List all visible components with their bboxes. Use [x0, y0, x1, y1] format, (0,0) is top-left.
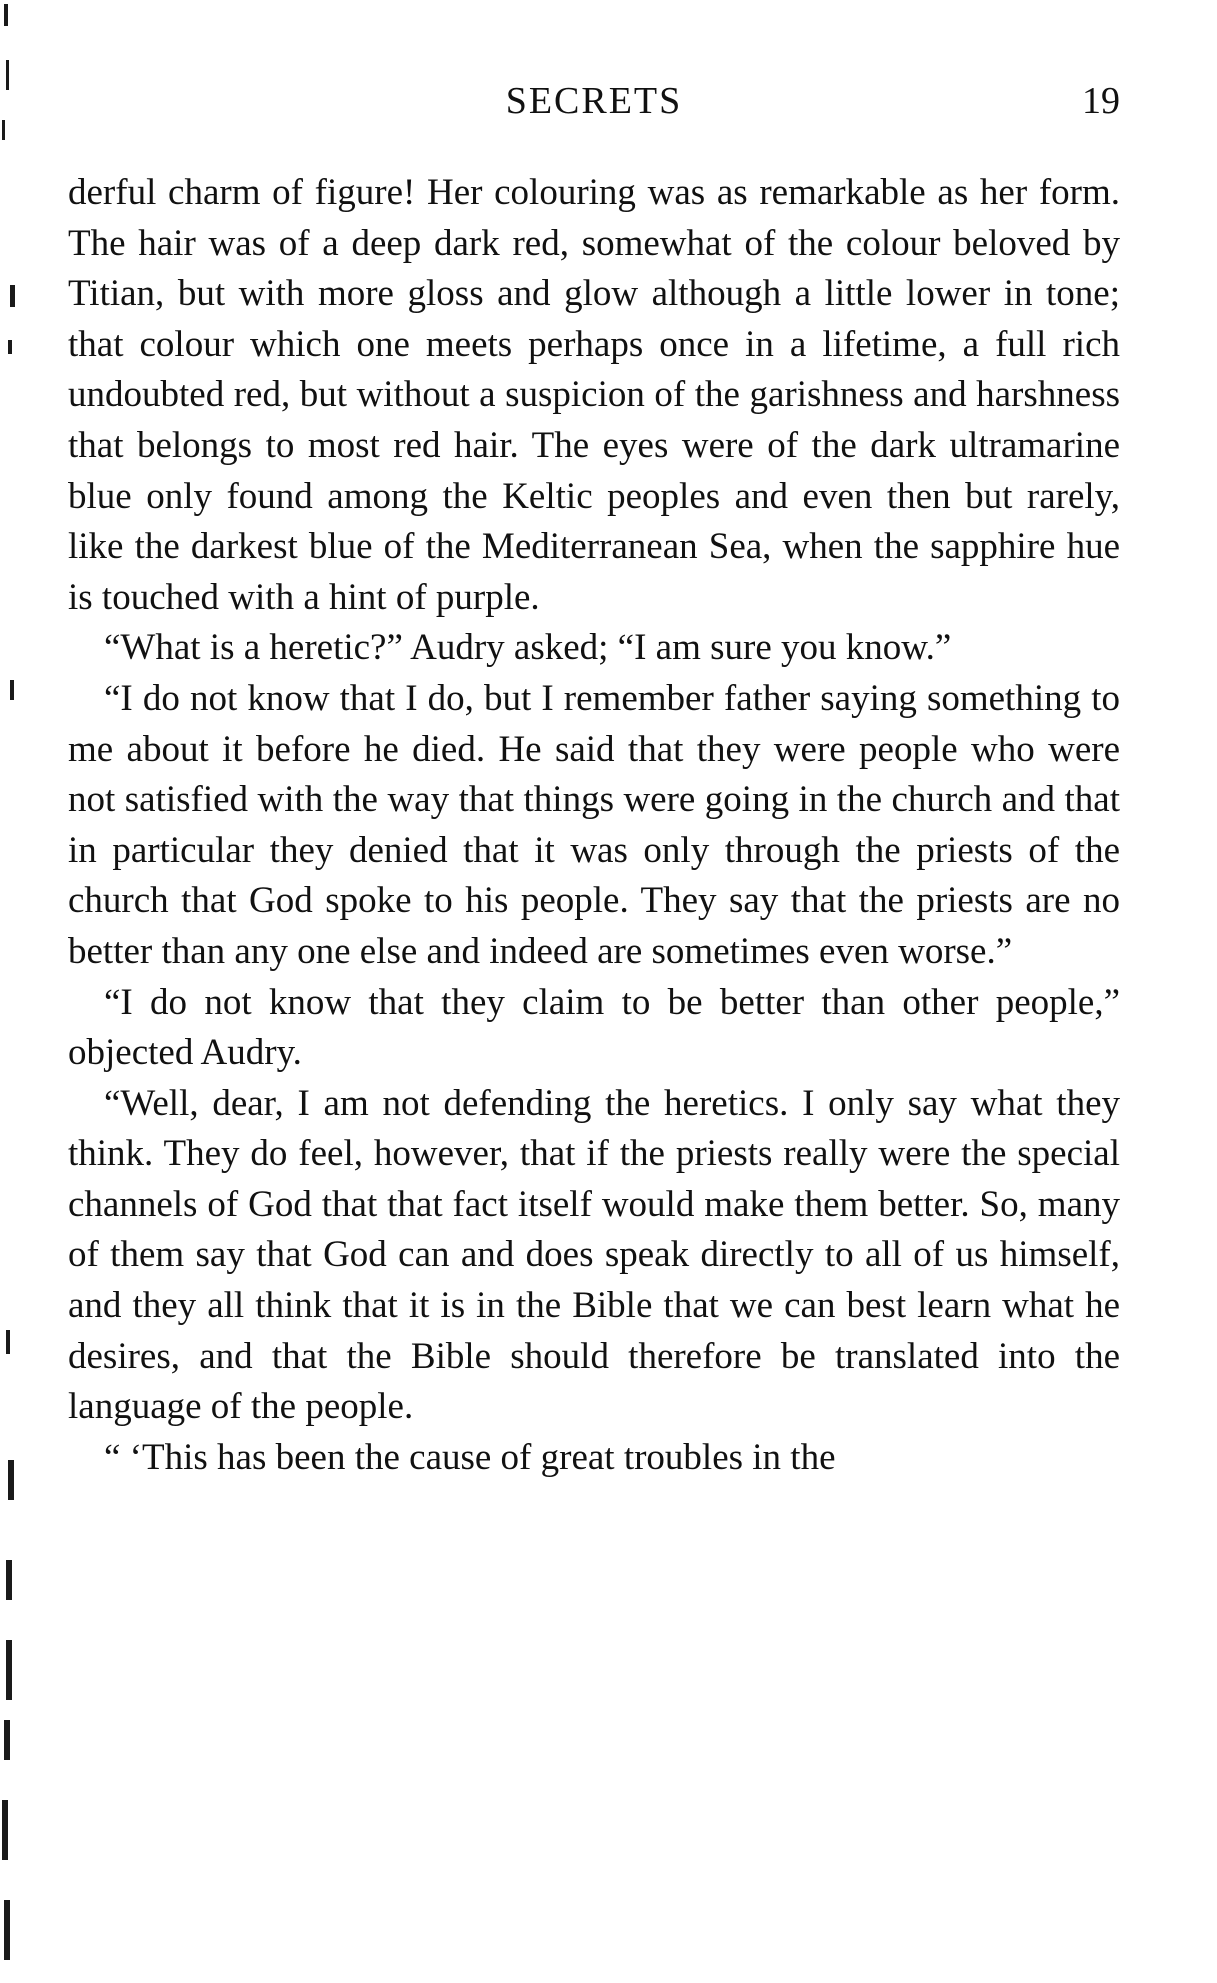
scan-speck [6, 60, 9, 90]
page-header [68, 76, 1120, 126]
scan-speck [6, 1560, 12, 1600]
paragraph: “What is a heretic?” Audry asked; “I am sure you know.” [104, 627, 952, 669]
scan-speck [4, 1900, 10, 1960]
scan-speck [8, 1460, 14, 1500]
scan-speck [6, 1640, 12, 1700]
body-text [68, 168, 1120, 1483]
paragraph: “I do not know that they claim to be better than other people,” objected Audry. [68, 981, 1120, 1074]
running-title: SECRETS [505, 80, 683, 122]
scan-speck [4, 1720, 10, 1760]
scan-speck [2, 1800, 8, 1860]
paragraph: “I do not know that I do, but I remember father saying something to me about it before he died. He said that they were people who were not satisfied with the way that things were going in the church and that in particular they denied that it was only through the priests of the church that God spoke to his people. They say that the priests are no better than any one else and indeed are sometimes even worse.” [68, 677, 1120, 972]
paragraph: “ ‘This has been the cause of great troubles in the [104, 1436, 836, 1478]
page-number: 19 [1082, 80, 1120, 122]
scan-speck [4, 4, 8, 26]
paragraph: derful charm of figure! Her colouring was as remarkable as her form. The hair was of a deep dark red, somewhat of the colour beloved by Titian, but with more gloss and glow although a little lower in tone; that colour which one meets perhaps once in a lifetime, a full rich undoubted red, but without a suspicion of the garishness and harshness that belongs to most red hair. The eyes were of the dark ultramarine blue only found among the Keltic peoples and even then but rarely, like the darkest blue of the Mediterranean Sea, when the sapphire hue is touched with a hint of purple. [68, 172, 1120, 618]
scan-speck [6, 1330, 10, 1354]
scan-speck [2, 120, 5, 140]
scan-margin-artifacts [0, 0, 40, 1983]
scan-speck [10, 285, 15, 307]
scan-speck [8, 340, 12, 354]
paragraph: “Well, dear, I am not defending the heretics. I only say what they think. They do feel, however, that if the priests really were the special channels of God that that fact itself would make them better. So, many of them say that God can and does speak directly to all of us himself, and they all think that it is in the Bible that we can best learn what he desires, and that the Bible should therefore be translated into the language of the people. [68, 1082, 1120, 1428]
scan-speck [10, 680, 14, 700]
